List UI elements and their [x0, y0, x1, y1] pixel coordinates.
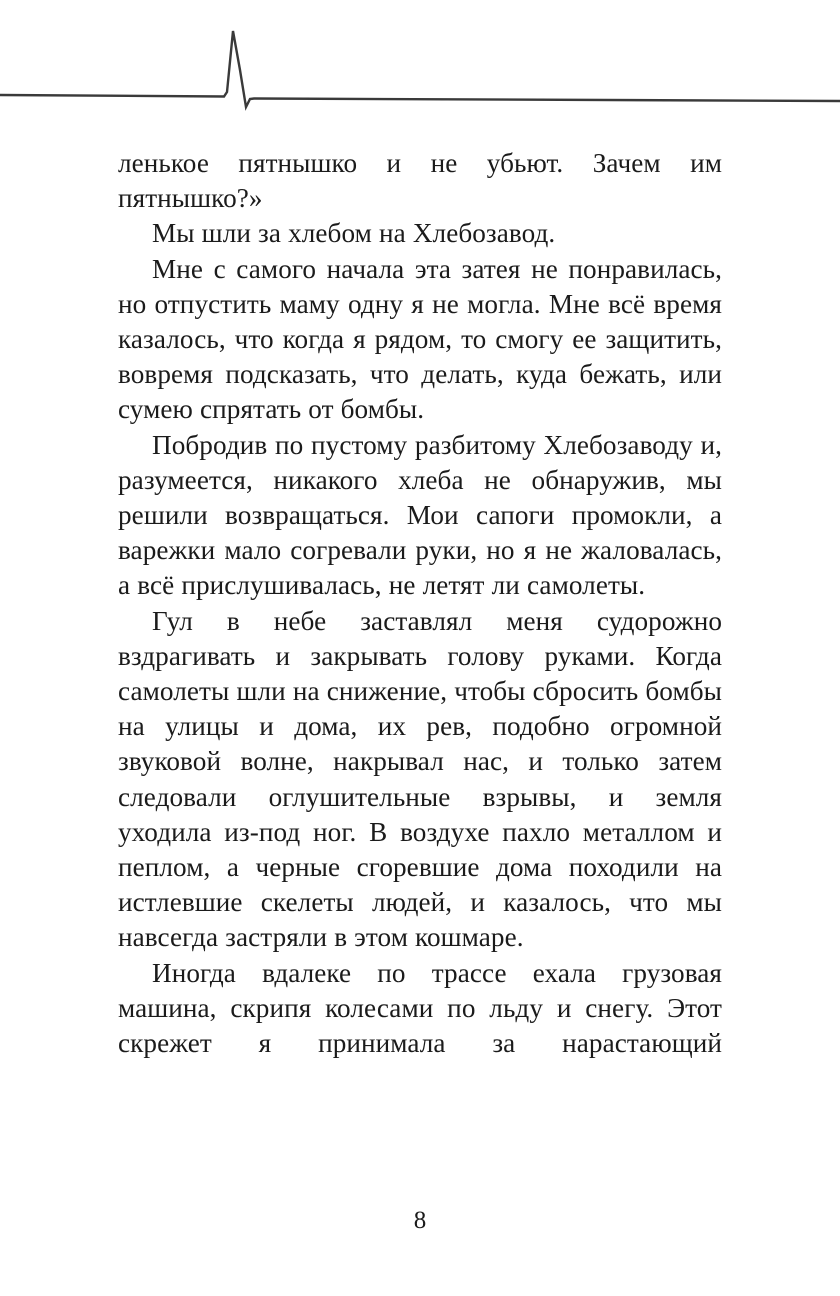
- ecg-line-icon: [0, 0, 840, 130]
- page-text-column: [118, 146, 722, 1096]
- paragraph: Мне с самого начала эта затея не понравилась, но отпустить маму одну я не могла. Мне всё время казалось, что когда я рядом, то смогу ее защитить, вовремя подсказать, что делать, куда бежать, или сумею спрятать от бомбы.: [118, 253, 722, 425]
- paragraph: Мы шли за хлебом на Хлебозавод.: [152, 218, 556, 249]
- paragraph: Гул в небе заставлял меня судорожно вздрагивать и закрывать голову руками. Когда самолеты шли на снижение, чтобы сбросить бомбы на улицы и дома, их рев, подобно огромной звуковой волне, накрывал нас, и только затем следовали оглушительные взрывы, и земля уходила из-под ног. В воздухе пахло металлом и пеплом, а черные сгоревшие дома походили на истлевшие скелеты людей, и казалось, что мы навсегда застряли в этом кошмаре.: [118, 605, 722, 953]
- ecg-heartbeat-ornament: [0, 0, 840, 130]
- paragraph: Побродив по пустому разбитому Хлебозаводу и, разумеется, никакого хлеба не обнаружив, мы решили возвращаться. Мои сапоги промокли, а варежки мало согревали руки, но я не жаловалась, а всё прислушивалась, не летят ли самолеты.: [118, 429, 722, 601]
- paragraph-continues-next-page: Иногда вдалеке по трассе ехала грузовая машина, скрипя колесами по льду и снегу. Этот скрежет я принимала за нарастающий: [118, 957, 722, 1059]
- page-number: 8: [413, 1207, 427, 1234]
- paragraph-continued: ленькое пятнышко и не убьют. Зачем им пятнышко?»: [118, 148, 722, 214]
